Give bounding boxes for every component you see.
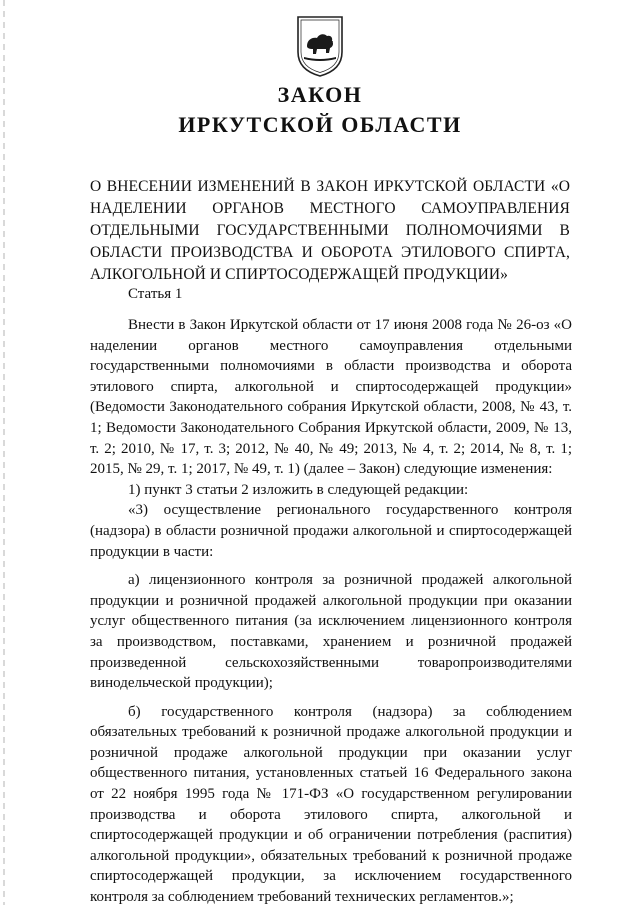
law-heading: О ВНЕСЕНИИ ИЗМЕНЕНИЙ В ЗАКОН ИРКУТСКОЙ ОБЛАСТИ «О НАДЕЛЕНИИ ОРГАНОВ МЕСТНОГО САМОУПРАВЛЕНИЯ ОТДЕЛЬНЫМИ ГОСУДАРСТВЕННЫМИ ПОЛНОМОЧИЯМИ В ОБЛАСТИ ПРОИЗВОДСТВА И ОБОРОТА ЭТИЛОВОГО СПИРТА, АЛКОГОЛЬНОЙ И СПИРТОСОДЕРЖАЩЕЙ ПРОДУКЦИИ» (90, 178, 570, 283)
paragraph: «3) осуществление регионального государственного контроля (надзора) в области розничной продажи алкогольной и спиртосодержащей продукции в части: (90, 502, 572, 560)
paragraph: а) лицензионного контроля за розничной продажей алкогольной продукции и розничной продажей алкогольной продукции при оказании услуг общественного питания (за исключением лицензионного контроля за производством, поставками, хранением и розничной продажей произведенной сельскохозяйственными товаропроизводителями винодельческой продукции); (90, 572, 572, 692)
law-title-line1: ЗАКОН (277, 82, 363, 107)
paragraph: 1) пункт 3 статьи 2 изложить в следующей редакции: (128, 481, 469, 498)
article-label: Статья 1 (128, 286, 183, 302)
law-title-line2: ИРКУТСКОЙ ОБЛАСТИ (178, 112, 462, 137)
coat-of-arms-icon (295, 14, 345, 78)
paragraph: Внести в Закон Иркутской области от 17 июня 2008 года № 26-оз «О наделении органов местного самоуправления отдельными государственными полномочиями в области производства и оборота этилового спирта, алкогольной и спиртосодержащей продукции» (Ведомости Законодательного собрания Иркутской области, 2008, № 43, т. 1; Ведомости Законодательного Собрания Иркутской области, 2009, № 13, т. 2; 2010, № 17, т. 3; 2012, № 40, № 49; 2013, № 4, т. 2; 2014, № 8, т. 1; 2015, № 29, т. 1; 2017, № 49, т. 1) (далее – Закон) следующие изменения: (90, 317, 572, 478)
paragraph: б) государственного контроля (надзора) за соблюдением обязательных требований к розничной продаже алкогольной продукции и розничной продаже алкогольной продукции при оказании услуг общественного питания, установленных статьей 16 Федерального закона от 22 ноября 1995 года № 171-ФЗ «О государственном регулировании производства и оборота этилового спирта, алкогольной и спиртосодержащей продукции и об ограничении потребления (распития) алкогольной продукции», обязательных требований к розничной продаже спиртосодержащей продукции, за исключением государственного контроля за соблюдением требований технических регламентов.»; (90, 703, 572, 905)
article-body (90, 315, 572, 905)
